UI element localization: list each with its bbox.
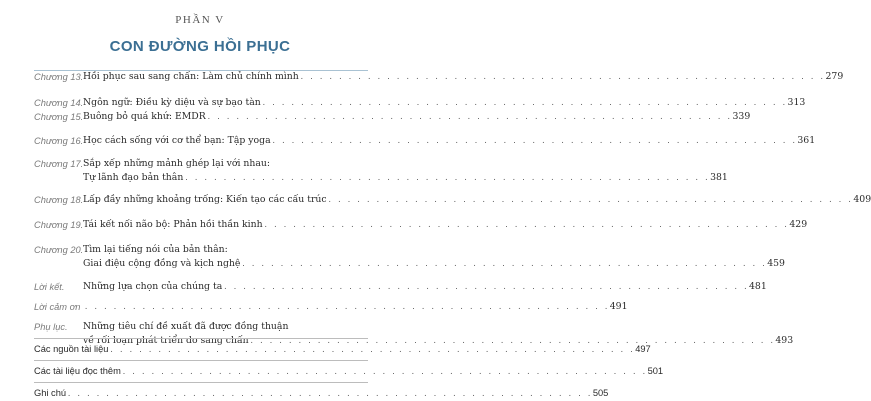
back-matter-page: 497: [635, 344, 651, 354]
toc-entry-title: Học cách sống với cơ thể bạn: Tập yoga: [83, 135, 271, 146]
dot-leader: . . . . . . . . . . . . . . . . . . . . . . . . . . . . . . . . . . . . . . . . . . . . . . . . . . . . . . .: [261, 99, 787, 107]
dot-leader: . . . . . . . . . . . . . . . . . . . . . . . . . . . . . . . . . . . . . . . . . . . . . . . . . . . . . . .: [271, 137, 797, 145]
toc-entry-page: 459: [767, 258, 785, 269]
toc-entry-label: Chương 14.: [34, 98, 84, 108]
dot-leader: . . . . . . . . . . . . . . . . . . . . . . . . . . . . . . . . . . . . . . . . . . . . . . . . . . . . . . .: [327, 196, 853, 204]
toc-entry-page: 493: [775, 335, 794, 346]
toc-entry-title: Buông bỏ quá khứ: EMDR: [83, 111, 206, 122]
section-divider: [34, 360, 368, 361]
dot-leader: . . . . . . . . . . . . . . . . . . . . . . . . . . . . . . . . . . . . . . . . . . . . . . . . . . . . . . .: [223, 283, 749, 291]
toc-entry-title: Ngôn ngữ: Điều kỳ diệu và sự bạo tàn: [83, 97, 261, 108]
toc-entry-title: Tìm lại tiếng nói của bản thân:: [83, 244, 228, 255]
back-matter-title: Các tài liệu đọc thêm: [34, 366, 121, 376]
dot-leader: . . . . . . . . . . . . . . . . . . . . . . . . . . . . . . . . . . . . . . . . . . . . . . . . . . . . . . .: [241, 260, 767, 268]
toc-entry-page: 491: [609, 301, 628, 312]
section-divider: [34, 382, 368, 383]
dot-leader: . . . . . . . . . . . . . . . . . . . . . . . . . . . . . . . . . . . . . . . . . . . . . . . . . . . . . . .: [184, 174, 710, 182]
dot-leader: . . . . . . . . . . . . . . . . . . . . . . . . . . . . . . . . . . . . . . . . . . . . . . . . . . . . . . .: [263, 221, 789, 229]
toc-entry-page: 429: [789, 219, 808, 230]
back-matter-title: Ghi chú: [34, 388, 67, 398]
back-matter-page: 505: [592, 388, 609, 398]
dot-leader: . . . . . . . . . . . . . . . . . . . . . . . . . . . . . . . . . . . . . . . . . . . . . . . . . . . . . . .: [109, 346, 635, 354]
dot-leader: . . . . . . . . . . . . . . . . . . . . . . . . . . . . . . . . . . . . . . . . . . . . . . . . . . . . . . .: [67, 390, 592, 398]
toc-entry-page: 409: [853, 194, 871, 205]
toc-entry-title: Tự lãnh đạo bản thân: [83, 172, 184, 183]
toc-entry-title: Những tiêu chí đề xuất đã được đồng thuận: [83, 321, 289, 332]
part-title: CON ĐƯỜNG HỒI PHỤC: [109, 38, 291, 55]
back-matter-entry[interactable]: [34, 364, 664, 378]
toc-entry-label: Phụ lục.: [34, 322, 68, 332]
toc-entry-label: Chương 19.: [34, 220, 84, 230]
toc-entry-page: 481: [749, 281, 767, 292]
toc-entry-title: Giai điệu cộng đồng và kịch nghệ: [83, 258, 241, 269]
toc-entry-label: Chương 16.: [34, 136, 84, 146]
back-matter-page: 501: [647, 366, 664, 376]
toc-entry-label: Chương 20.: [34, 245, 84, 255]
toc-entry-page: 339: [732, 111, 751, 122]
section-divider: [34, 338, 368, 339]
toc-entry-page: 361: [797, 135, 816, 146]
toc-entry-title: Sắp xếp những mảnh ghép lại với nhau:: [83, 158, 271, 169]
toc-entry-title: Hồi phục sau sang chấn: Làm chủ chính mình: [83, 71, 299, 82]
toc-entry-title: Tái kết nối não bộ: Phản hồi thần kinh: [83, 219, 263, 230]
part-label: PHẦN V: [175, 14, 225, 26]
toc-entry-label: Chương 18.: [34, 195, 84, 205]
toc-entry-page: 381: [710, 172, 728, 183]
toc-entry-label: Lời cảm ơn: [34, 302, 81, 312]
toc-entry-label: Chương 15.: [34, 112, 84, 122]
back-matter-entry[interactable]: [34, 342, 651, 356]
dot-leader: . . . . . . . . . . . . . . . . . . . . . . . . . . . . . . . . . . . . . . . . . . . . . . . . . . . . . . .: [299, 73, 825, 81]
toc-entry-title: về rối loạn phát triển do sang chấn: [83, 335, 249, 346]
back-matter-title: Các nguồn tài liệu: [34, 344, 109, 354]
toc-entry-title: Lấp đầy những khoảng trống: Kiến tạo các cấu trúc: [83, 194, 327, 205]
toc-entry-page: 279: [825, 71, 844, 82]
dot-leader: . . . . . . . . . . . . . . . . . . . . . . . . . . . . . . . . . . . . . . . . . . . . . . . . . . . . . . .: [249, 337, 775, 345]
dot-leader: . . . . . . . . . . . . . . . . . . . . . . . . . . . . . . . . . . . . . . . . . . . . . . . . . . . . . . .: [121, 368, 647, 376]
toc-entry-label: Lời kết.: [34, 282, 65, 292]
toc-entry-title: Những lựa chọn của chúng ta: [83, 281, 223, 292]
toc-entry-page: 313: [787, 97, 806, 108]
dot-leader: . . . . . . . . . . . . . . . . . . . . . . . . . . . . . . . . . . . . . . . . . . . . . . . . . . . . . . .: [206, 113, 732, 121]
back-matter-entry[interactable]: [34, 386, 609, 400]
toc-entry-label: Chương 17.: [34, 159, 84, 169]
dot-leader: . . . . . . . . . . . . . . . . . . . . . . . . . . . . . . . . . . . . . . . . . . . . . . . . . . . . . . .: [84, 303, 609, 311]
toc-entry-label: Chương 13.: [34, 72, 84, 82]
